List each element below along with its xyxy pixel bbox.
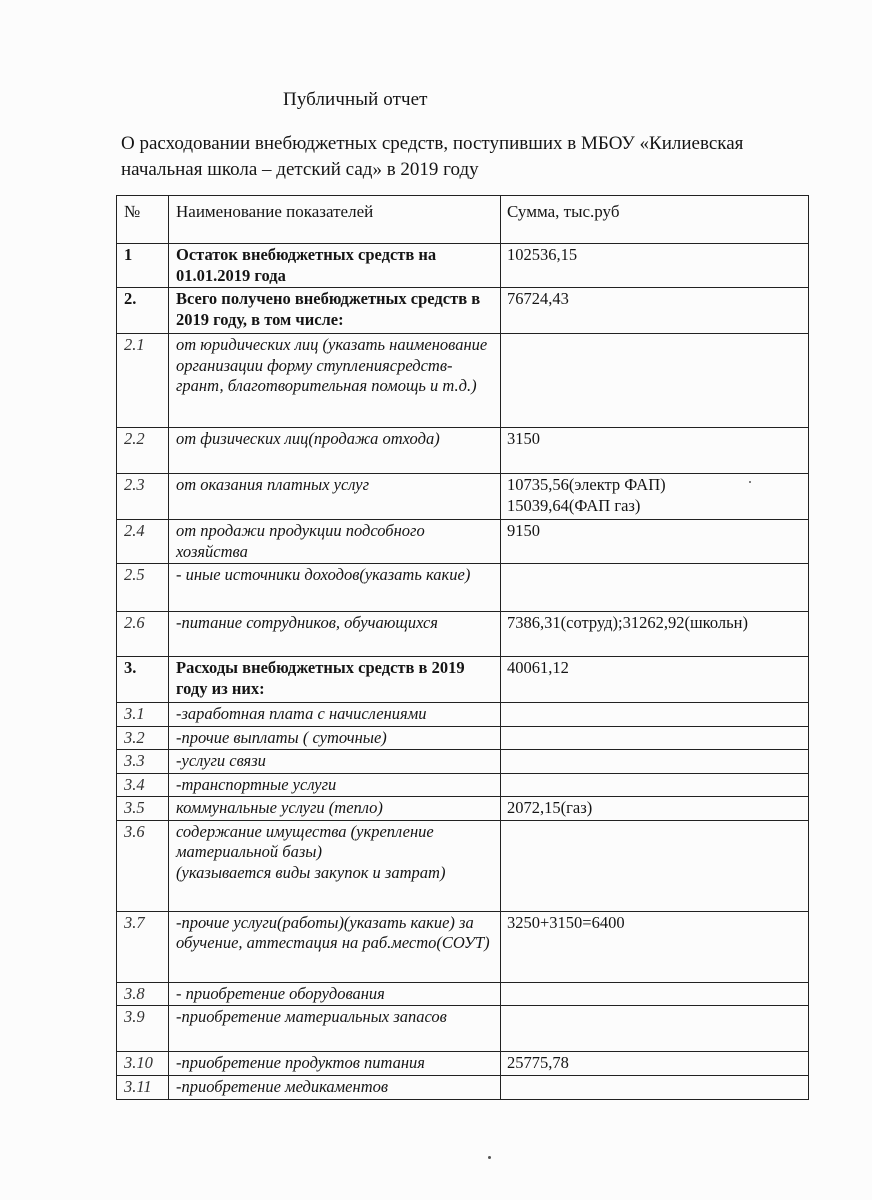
row-indicator-name: - иные источники доходов(указать какие): [169, 564, 501, 612]
row-indicator-name: -прочие выплаты ( суточные): [169, 726, 501, 750]
row-sum: [501, 773, 809, 797]
row-sum: [501, 726, 809, 750]
row-number: 2.3: [117, 474, 169, 520]
row-indicator-name: -приобретение продуктов питания: [169, 1052, 501, 1076]
table-row: [117, 703, 809, 727]
table-row: [117, 564, 809, 612]
row-number: 3.: [117, 657, 169, 703]
row-number: 3.11: [117, 1076, 169, 1100]
table-row: [117, 428, 809, 474]
row-number: 3.7: [117, 911, 169, 982]
row-sum: 9150: [501, 520, 809, 564]
table-row: [117, 288, 809, 334]
row-sum: 10735,56(электр ФАП) 15039,64(ФАП газ): [501, 474, 809, 520]
table-row: [117, 911, 809, 982]
table-row: [117, 520, 809, 564]
row-sum: 102536,15: [501, 244, 809, 288]
row-number: 3.1: [117, 703, 169, 727]
table-row: [117, 982, 809, 1006]
row-sum: [501, 820, 809, 911]
row-number: 3.3: [117, 750, 169, 774]
table-row: [117, 1052, 809, 1076]
table-row: [117, 773, 809, 797]
row-number: 2.: [117, 288, 169, 334]
report-subtitle: О расходовании внебюджетных средств, поступивших в МБОУ «Килиевская начальная школа – детский сад» в 2019 году: [121, 133, 744, 180]
table-row: [117, 726, 809, 750]
row-indicator-name: -услуги связи: [169, 750, 501, 774]
table-row: [117, 750, 809, 774]
row-number: 3.8: [117, 982, 169, 1006]
row-sum: [501, 1006, 809, 1052]
row-indicator-name: Расходы внебюджетных средств в 2019 году из них:: [169, 657, 501, 703]
row-sum: [501, 703, 809, 727]
row-sum: [501, 750, 809, 774]
row-number: 3.5: [117, 797, 169, 821]
row-sum: 3250+3150=6400: [501, 911, 809, 982]
table-row: [117, 474, 809, 520]
table-row: [117, 797, 809, 821]
row-sum: [501, 1076, 809, 1100]
row-number: 3.6: [117, 820, 169, 911]
table-row: [117, 820, 809, 911]
row-sum: 2072,15(газ): [501, 797, 809, 821]
table-row: [117, 1006, 809, 1052]
header-number: №: [117, 196, 169, 244]
table-row: [117, 244, 809, 288]
row-number: 2.2: [117, 428, 169, 474]
row-sum: 3150: [501, 428, 809, 474]
row-number: 3.4: [117, 773, 169, 797]
row-indicator-name: от юридических лиц (указать наименование организации форму ступлениясредств- грант, благотворительная помощь и т.д.): [169, 334, 501, 428]
row-number: 3.9: [117, 1006, 169, 1052]
table-row: [117, 1076, 809, 1100]
row-indicator-name: -прочие услуги(работы)(указать какие) за обучение, аттестация на раб.место(СОУТ): [169, 911, 501, 982]
row-number: 2.5: [117, 564, 169, 612]
row-indicator-name: от оказания платных услуг: [169, 474, 501, 520]
row-sum: 40061,12: [501, 657, 809, 703]
row-indicator-name: -приобретение материальных запасов: [169, 1006, 501, 1052]
row-indicator-name: -транспортные услуги: [169, 773, 501, 797]
page-title: Публичный отчет: [283, 89, 428, 110]
report-table: [116, 195, 809, 1100]
row-indicator-name: коммунальные услуги (тепло): [169, 797, 501, 821]
row-sum: 76724,43: [501, 288, 809, 334]
row-number: 3.10: [117, 1052, 169, 1076]
table-row: [117, 612, 809, 657]
row-sum: 7386,31(сотруд);31262,92(школьн): [501, 612, 809, 657]
row-indicator-name: - приобретение оборудования: [169, 982, 501, 1006]
scan-speck: [488, 1156, 491, 1159]
row-indicator-name: -заработная плата с начислениями: [169, 703, 501, 727]
row-sum: [501, 564, 809, 612]
scan-speck: [749, 481, 751, 483]
table-header-row: [117, 196, 809, 244]
row-indicator-name: содержание имущества (укрепление материальной базы) (указывается виды закупок и затрат): [169, 820, 501, 911]
table-row: [117, 334, 809, 428]
row-indicator-name: от продажи продукции подсобного хозяйства: [169, 520, 501, 564]
row-number: 3.2: [117, 726, 169, 750]
row-number: 1: [117, 244, 169, 288]
header-indicator-name: Наименование показателей: [169, 196, 501, 244]
row-number: 2.1: [117, 334, 169, 428]
row-sum: [501, 982, 809, 1006]
row-number: 2.4: [117, 520, 169, 564]
row-indicator-name: Всего получено внебюджетных средств в 2019 году, в том числе:: [169, 288, 501, 334]
row-indicator-name: -питание сотрудников, обучающихся: [169, 612, 501, 657]
header-sum: Сумма, тыс.руб: [501, 196, 809, 244]
table-row: [117, 657, 809, 703]
row-indicator-name: -приобретение медикаментов: [169, 1076, 501, 1100]
row-indicator-name: Остаток внебюджетных средств на 01.01.2019 года: [169, 244, 501, 288]
row-number: 2.6: [117, 612, 169, 657]
row-sum: 25775,78: [501, 1052, 809, 1076]
row-indicator-name: от физических лиц(продажа отхода): [169, 428, 501, 474]
row-sum: [501, 334, 809, 428]
